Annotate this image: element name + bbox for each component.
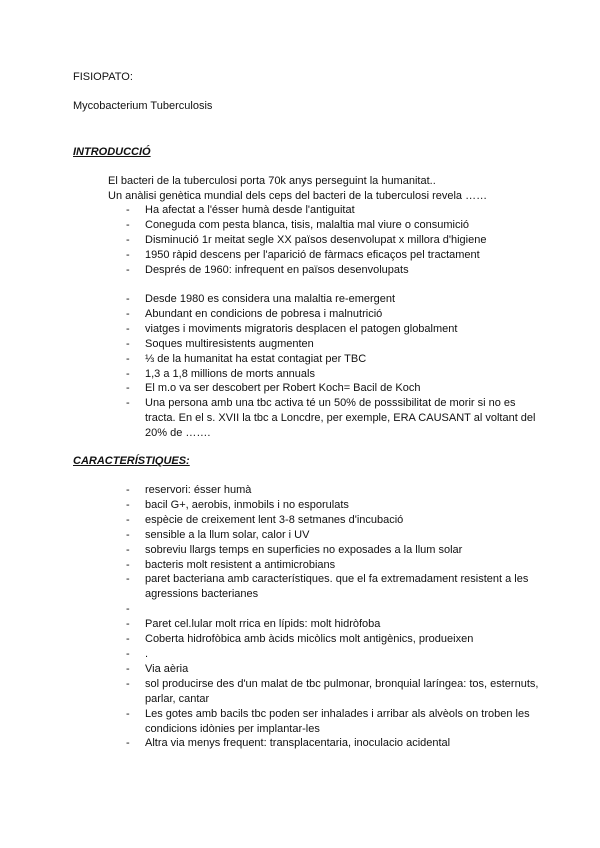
bullet-dash: -	[126, 218, 130, 231]
list-item	[126, 337, 545, 352]
list-item-text: 1,3 a 1,8 millions de morts annuals	[145, 367, 315, 380]
list-item	[126, 572, 545, 602]
list-item	[126, 513, 545, 528]
caracteristiques-heading: CARACTERÍSTIQUES:	[73, 455, 190, 467]
list-item-text: ⅓ de la humanitat ha estat contagiat per TBC	[145, 352, 367, 365]
list-item	[126, 498, 545, 513]
list-item-text: El m.o va ser descobert per Robert Koch= Bacil de Koch	[145, 382, 421, 395]
list-item	[126, 662, 545, 677]
list-item-text	[145, 603, 148, 615]
list-item-text: sensible a la llum solar, calor i UV	[145, 528, 310, 541]
list-item	[126, 647, 545, 662]
list-item-text: Coberta hidrofòbica amb àcids micòlics molt antigènics, produeixen	[145, 633, 474, 646]
intro-list-current	[126, 292, 545, 441]
list-item	[126, 543, 545, 558]
intro-heading: INTRODUCCIÓ	[73, 146, 151, 158]
list-item	[126, 558, 545, 573]
bullet-dash: -	[126, 484, 130, 496]
list-item-text: Disminució 1r meitat segle XX països desenvolupat x millora d'higiene	[145, 233, 487, 246]
list-item-text: Soques multiresistents augmenten	[145, 337, 314, 350]
list-item-text: paret bacteriana amb característiques. que el fa extremadament resistent a les agressions bacterianes	[145, 573, 529, 601]
list-item-text: Després de 1960: infrequent en països desenvolupats	[145, 263, 409, 276]
bullet-dash: -	[126, 558, 130, 571]
list-item	[126, 233, 486, 248]
bullet-dash: -	[126, 677, 130, 690]
bullet-dash: -	[126, 707, 130, 720]
bullet-dash: -	[126, 204, 130, 216]
list-item	[126, 203, 486, 218]
intro-line-2: Un anàlisi genètica mundial dels ceps del bacteri de la tuberculosi revela ……	[108, 190, 488, 202]
list-item-text: bacteris molt resistent a antimicrobians	[145, 558, 336, 571]
document-title: FISIOPATO:	[73, 71, 133, 83]
list-item-text: sobreviu llargs temps en superficies no exposades a la llum solar	[145, 543, 463, 556]
bullet-dash: -	[126, 233, 130, 246]
list-item	[126, 292, 545, 307]
list-item	[126, 528, 545, 543]
list-item	[126, 381, 545, 396]
bullet-dash: -	[126, 513, 130, 526]
list-item	[126, 352, 545, 367]
bullet-dash: -	[126, 382, 130, 395]
bullet-dash: -	[126, 248, 130, 261]
list-item	[126, 218, 486, 233]
list-item	[126, 322, 545, 337]
list-item-text: sol producirse des d'un malat de tbc pulmonar, bronquial laríngea: tos, esternuts, parlar, cantar	[145, 677, 539, 705]
list-item-text: espècie de creixement lent 3-8 setmanes d'incubació	[145, 513, 404, 526]
bullet-dash: -	[126, 397, 130, 410]
list-item-text: Via aèria	[145, 662, 189, 675]
list-item	[126, 396, 545, 441]
list-item-text: Les gotes amb bacils tbc poden ser inhalades i arribar als alvèols on troben les condicions idònies per implantar-les	[145, 707, 530, 735]
bullet-dash: -	[126, 528, 130, 541]
list-item	[126, 483, 545, 498]
list-item	[126, 602, 545, 617]
bullet-dash: -	[126, 543, 130, 556]
list-item-text: 1950 ràpid descens per l'aparició de fàrmacs eficaços pel tractament	[145, 248, 480, 261]
list-item-text: Ha afectat a l'ésser humà desde l'antiguitat	[145, 204, 355, 216]
bullet-dash: -	[126, 573, 130, 586]
list-item-text: Desde 1980 es considera una malaltia re-emergent	[145, 293, 396, 305]
bullet-dash: -	[126, 647, 130, 660]
list-item	[126, 367, 545, 382]
list-item	[126, 263, 486, 278]
bullet-dash: -	[126, 307, 130, 320]
intro-line-1: El bacteri de la tuberculosi porta 70k anys perseguint la humanitat..	[108, 175, 436, 187]
bullet-dash: -	[126, 322, 130, 335]
list-item	[126, 677, 545, 707]
bullet-dash: -	[126, 498, 130, 511]
list-item-text: Paret cel.lular molt rrica en lípids: molt hidròfoba	[145, 618, 381, 631]
list-item-text: viatges i moviments migratoris desplacen el patogen globalment	[145, 322, 458, 335]
bullet-dash: -	[126, 618, 130, 631]
bullet-dash: -	[126, 263, 130, 276]
caracteristiques-list	[126, 483, 545, 751]
list-item-text: .	[145, 647, 149, 660]
bullet-dash: -	[126, 633, 130, 646]
bullet-dash: -	[126, 603, 130, 616]
list-item	[126, 707, 545, 737]
list-item-text: Coneguda com pesta blanca, tisis, malaltia mal viure o consumició	[145, 218, 470, 231]
list-item	[126, 632, 545, 647]
bullet-dash: -	[126, 352, 130, 365]
bullet-dash: -	[126, 337, 130, 350]
list-item	[126, 736, 545, 751]
bullet-dash: -	[126, 662, 130, 675]
bullet-dash: -	[126, 737, 130, 750]
list-item	[126, 248, 486, 263]
list-item-text: Abundant en condicions de pobresa i malnutrició	[145, 307, 383, 320]
list-item-text: reservori: ésser humà	[145, 484, 252, 496]
bullet-dash: -	[126, 367, 130, 380]
list-item	[126, 307, 545, 322]
list-item	[126, 617, 545, 632]
intro-list-history	[126, 203, 486, 278]
bullet-dash: -	[126, 293, 130, 305]
list-item-text: Una persona amb una tbc activa té un 50% de posssibilitat de morir si no es tracta. En el s. XVII la tbc a Loncdre, per exemple, ERA CAUSANT al voltant del 20% de …….	[145, 397, 536, 440]
list-item-text: Altra via menys frequent: transplacentaria, inoculacio acidental	[145, 737, 451, 750]
list-item-text: bacil G+, aerobis, inmobils i no esporulats	[145, 498, 349, 511]
document-subtitle: Mycobacterium Tuberculosis	[73, 100, 213, 112]
